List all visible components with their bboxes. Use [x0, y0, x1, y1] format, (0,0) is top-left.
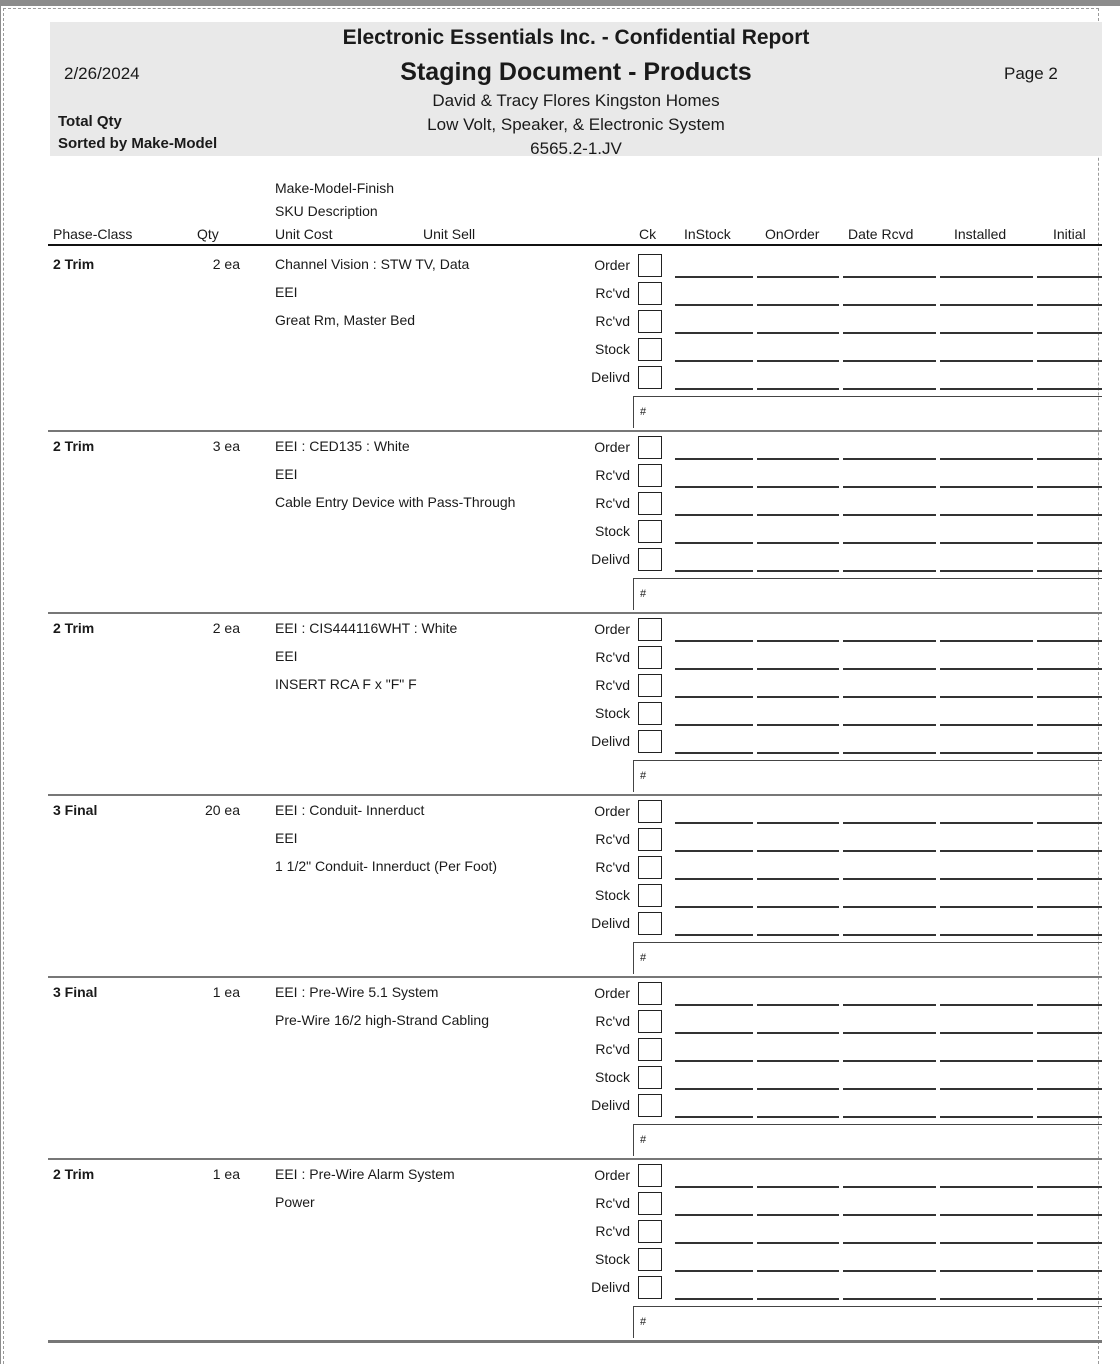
entry-line[interactable]: [1037, 542, 1102, 544]
entry-line[interactable]: [675, 640, 753, 642]
item-line1: EEI : Pre-Wire Alarm System: [275, 1166, 455, 1182]
entry-line[interactable]: [675, 332, 753, 334]
item-row: [48, 248, 1102, 430]
entry-line[interactable]: [757, 1060, 839, 1062]
header-rule: [48, 244, 1102, 246]
entry-line[interactable]: [940, 1242, 1033, 1244]
item-line1: EEI : CIS444116WHT : White: [275, 620, 458, 636]
entry-line[interactable]: [843, 668, 936, 670]
entry-line[interactable]: [843, 906, 936, 908]
entry-line[interactable]: [757, 514, 839, 516]
entry-line[interactable]: [757, 906, 839, 908]
status-checkbox[interactable]: [638, 1192, 662, 1215]
entry-line[interactable]: [843, 304, 936, 306]
entry-line[interactable]: [675, 1270, 753, 1272]
status-label: Delivd: [591, 733, 630, 749]
entry-line[interactable]: [757, 696, 839, 698]
status-checkbox[interactable]: [638, 310, 662, 333]
col-unit-cost: Unit Cost: [275, 226, 333, 242]
entry-line[interactable]: [675, 276, 753, 278]
entry-line[interactable]: [940, 570, 1033, 572]
entry-line[interactable]: [1037, 724, 1102, 726]
item-row: [48, 1158, 1102, 1340]
entry-line[interactable]: [675, 724, 753, 726]
item-phase: 2 Trim: [53, 438, 95, 454]
entry-line[interactable]: [757, 1214, 839, 1216]
entry-line[interactable]: [1037, 1298, 1102, 1300]
status-label: Rc'vd: [595, 1013, 630, 1029]
item-phase: 3 Final: [53, 802, 98, 818]
entry-line[interactable]: [843, 752, 936, 754]
status-checkbox[interactable]: [638, 674, 662, 697]
col-in-stock: InStock: [684, 226, 731, 242]
item-phase: 2 Trim: [53, 1166, 95, 1182]
entry-line[interactable]: [843, 1242, 936, 1244]
status-checkbox[interactable]: [638, 884, 662, 907]
status-label: Stock: [594, 523, 630, 539]
entry-line[interactable]: [757, 360, 839, 362]
entry-line[interactable]: [1037, 1116, 1102, 1118]
item-line3: INSERT RCA F x "F" F: [275, 676, 417, 692]
entry-line[interactable]: [675, 458, 753, 460]
status-label: Rc'vd: [595, 831, 630, 847]
item-row: [48, 794, 1102, 976]
entry-line[interactable]: [757, 724, 839, 726]
status-label: Rc'vd: [595, 285, 630, 301]
entry-line[interactable]: [843, 276, 936, 278]
entry-line[interactable]: [843, 1186, 936, 1188]
entry-line[interactable]: [1037, 850, 1102, 852]
status-label: Rc'vd: [595, 677, 630, 693]
total-qty-label: Total Qty: [58, 113, 122, 130]
entry-line[interactable]: [757, 752, 839, 754]
status-label: Stock: [594, 1069, 630, 1085]
entry-line[interactable]: [843, 1116, 936, 1118]
entry-line[interactable]: [843, 1060, 936, 1062]
entry-line[interactable]: [675, 1032, 753, 1034]
entry-line[interactable]: [675, 1214, 753, 1216]
entry-line[interactable]: [675, 696, 753, 698]
status-label: Delivd: [591, 551, 630, 567]
entry-line[interactable]: [843, 878, 936, 880]
col-ck: Ck: [639, 226, 657, 242]
status-checkbox[interactable]: [638, 828, 662, 851]
entry-line[interactable]: [1037, 878, 1102, 880]
entry-line[interactable]: [675, 514, 753, 516]
status-label: Rc'vd: [595, 1195, 630, 1211]
note-mark: #: [640, 1316, 647, 1328]
entry-line[interactable]: [940, 458, 1033, 460]
item-line2: EEI: [275, 284, 298, 300]
status-checkbox[interactable]: [638, 338, 662, 361]
entry-line[interactable]: [940, 1270, 1033, 1272]
entry-line[interactable]: [675, 668, 753, 670]
report-title: Electronic Essentials Inc. - Confidential Report: [342, 26, 810, 49]
entry-line[interactable]: [843, 696, 936, 698]
status-checkbox[interactable]: [638, 618, 662, 641]
entry-line[interactable]: [940, 724, 1033, 726]
status-label: Delivd: [591, 369, 630, 385]
entry-line[interactable]: [675, 878, 753, 880]
status-checkbox[interactable]: [638, 282, 662, 305]
entry-line[interactable]: [1037, 276, 1102, 278]
entry-line[interactable]: [757, 668, 839, 670]
item-phase: 2 Trim: [53, 256, 95, 272]
job-code: 6565.2-1.JV: [530, 139, 622, 158]
entry-line[interactable]: [1037, 458, 1102, 460]
entry-line[interactable]: [843, 850, 936, 852]
note-mark: #: [640, 588, 647, 600]
entry-line[interactable]: [675, 1298, 753, 1300]
system-description: Low Volt, Speaker, & Electronic System: [427, 115, 725, 134]
entry-line[interactable]: [940, 668, 1033, 670]
entry-line[interactable]: [843, 514, 936, 516]
col-phase-class: Phase-Class: [53, 226, 133, 242]
item-qty: 1 ea: [212, 984, 240, 1000]
status-checkbox[interactable]: [638, 856, 662, 879]
entry-line[interactable]: [843, 724, 936, 726]
item-qty: 20 ea: [204, 802, 240, 818]
status-checkbox[interactable]: [638, 1164, 662, 1187]
entry-line[interactable]: [675, 1116, 753, 1118]
entry-line[interactable]: [675, 360, 753, 362]
entry-line[interactable]: [940, 1298, 1033, 1300]
entry-line[interactable]: [1037, 514, 1102, 516]
status-label: Rc'vd: [595, 859, 630, 875]
status-checkbox[interactable]: [638, 1248, 662, 1271]
status-checkbox[interactable]: [638, 548, 662, 571]
status-checkbox[interactable]: [638, 730, 662, 753]
entry-line[interactable]: [675, 934, 753, 936]
entry-line[interactable]: [1037, 332, 1102, 334]
entry-line[interactable]: [757, 934, 839, 936]
item-line1: Channel Vision : STW TV, Data: [275, 256, 470, 272]
entry-line[interactable]: [1037, 752, 1102, 754]
entry-line[interactable]: [675, 850, 753, 852]
entry-line[interactable]: [1037, 1270, 1102, 1272]
status-checkbox[interactable]: [638, 492, 662, 515]
entry-line[interactable]: [757, 640, 839, 642]
entry-line[interactable]: [940, 1004, 1033, 1006]
status-checkbox[interactable]: [638, 436, 662, 459]
status-label: Rc'vd: [595, 467, 630, 483]
status-checkbox[interactable]: [638, 254, 662, 277]
status-label: Stock: [594, 1251, 630, 1267]
entry-line[interactable]: [757, 1270, 839, 1272]
col-initial: Initial: [1053, 226, 1086, 242]
status-checkbox[interactable]: [638, 1038, 662, 1061]
entry-line[interactable]: [675, 906, 753, 908]
entry-line[interactable]: [843, 1214, 936, 1216]
status-checkbox[interactable]: [638, 1220, 662, 1243]
entry-line[interactable]: [843, 934, 936, 936]
entry-line[interactable]: [675, 1088, 753, 1090]
status-checkbox[interactable]: [638, 366, 662, 389]
entry-line[interactable]: [940, 752, 1033, 754]
status-label: Order: [594, 985, 630, 1001]
entry-line[interactable]: [757, 542, 839, 544]
entry-line[interactable]: [1037, 1186, 1102, 1188]
entry-line[interactable]: [940, 822, 1033, 824]
status-label: Order: [594, 803, 630, 819]
entry-line[interactable]: [757, 1298, 839, 1300]
status-checkbox[interactable]: [638, 912, 662, 935]
entry-line[interactable]: [843, 1298, 936, 1300]
entry-line[interactable]: [843, 332, 936, 334]
entry-line[interactable]: [940, 1060, 1033, 1062]
status-label: Delivd: [591, 1097, 630, 1113]
status-label: Rc'vd: [595, 313, 630, 329]
status-label: Stock: [594, 887, 630, 903]
entry-line[interactable]: [1037, 486, 1102, 488]
status-label: Stock: [594, 341, 630, 357]
item-row: [48, 612, 1102, 794]
status-label: Delivd: [591, 1279, 630, 1295]
entry-line[interactable]: [940, 514, 1033, 516]
item-line3: Great Rm, Master Bed: [275, 312, 416, 328]
entry-line[interactable]: [675, 542, 753, 544]
entry-line[interactable]: [757, 1242, 839, 1244]
entry-line[interactable]: [843, 458, 936, 460]
entry-line[interactable]: [675, 388, 753, 390]
entry-line[interactable]: [1037, 1242, 1102, 1244]
entry-line[interactable]: [757, 822, 839, 824]
item-notes-field[interactable]: [633, 1306, 1102, 1338]
entry-line[interactable]: [757, 1116, 839, 1118]
status-checkbox[interactable]: [638, 520, 662, 543]
status-label: Order: [594, 257, 630, 273]
entry-line[interactable]: [675, 822, 753, 824]
entry-line[interactable]: [940, 332, 1033, 334]
status-checkbox[interactable]: [638, 702, 662, 725]
entry-line[interactable]: [843, 542, 936, 544]
entry-line[interactable]: [675, 1004, 753, 1006]
status-checkbox[interactable]: [638, 646, 662, 669]
note-mark: #: [640, 406, 647, 418]
item-line1: EEI : Conduit- Innerduct: [275, 802, 425, 818]
entry-line[interactable]: [757, 304, 839, 306]
bottom-rule: [48, 1341, 1102, 1343]
item-phase: 2 Trim: [53, 620, 95, 636]
col-make-model-finish: Make-Model-Finish: [275, 180, 395, 196]
item-qty: 3 ea: [212, 438, 240, 454]
item-phase: 3 Final: [53, 984, 98, 1000]
entry-line[interactable]: [940, 304, 1033, 306]
item-qty: 2 ea: [212, 620, 240, 636]
entry-line[interactable]: [940, 486, 1033, 488]
item-line1: EEI : CED135 : White: [275, 438, 410, 454]
status-label: Rc'vd: [595, 649, 630, 665]
entry-line[interactable]: [757, 878, 839, 880]
entry-line[interactable]: [1037, 1214, 1102, 1216]
entry-line[interactable]: [940, 1088, 1033, 1090]
entry-line[interactable]: [940, 1214, 1033, 1216]
entry-line[interactable]: [1037, 640, 1102, 642]
item-qty: 2 ea: [212, 256, 240, 272]
entry-line[interactable]: [940, 542, 1033, 544]
status-label: Rc'vd: [595, 1041, 630, 1057]
entry-line[interactable]: [1037, 1060, 1102, 1062]
item-notes-field[interactable]: [633, 760, 1102, 792]
entry-line[interactable]: [1037, 934, 1102, 936]
entry-line[interactable]: [843, 570, 936, 572]
entry-line[interactable]: [757, 458, 839, 460]
note-mark: #: [640, 1134, 647, 1146]
entry-line[interactable]: [843, 1270, 936, 1272]
status-checkbox[interactable]: [638, 464, 662, 487]
entry-line[interactable]: [940, 360, 1033, 362]
col-date-rcvd: Date Rcvd: [848, 226, 914, 242]
entry-line[interactable]: [757, 388, 839, 390]
entry-line[interactable]: [1037, 1088, 1102, 1090]
entry-line[interactable]: [757, 1004, 839, 1006]
item-line3: 1 1/2" Conduit- Innerduct (Per Foot): [275, 858, 498, 874]
entry-line[interactable]: [675, 1060, 753, 1062]
status-label: Stock: [594, 705, 630, 721]
entry-line[interactable]: [757, 570, 839, 572]
report-date: 2/26/2024: [64, 64, 140, 83]
sort-order-label: Sorted by Make-Model: [58, 135, 218, 152]
status-label: Order: [594, 1167, 630, 1183]
entry-line[interactable]: [1037, 360, 1102, 362]
status-label: Delivd: [591, 915, 630, 931]
item-line2: EEI: [275, 648, 298, 664]
entry-line[interactable]: [1037, 906, 1102, 908]
entry-line[interactable]: [940, 934, 1033, 936]
item-notes-field[interactable]: [633, 578, 1102, 610]
entry-line[interactable]: [675, 304, 753, 306]
status-checkbox[interactable]: [638, 800, 662, 823]
entry-line[interactable]: [757, 850, 839, 852]
entry-line[interactable]: [843, 1088, 936, 1090]
col-on-order: OnOrder: [765, 226, 820, 242]
item-notes-field[interactable]: [633, 396, 1102, 428]
item-notes-field[interactable]: [633, 942, 1102, 974]
col-sku-description: SKU Description: [275, 203, 378, 219]
entry-line[interactable]: [675, 486, 753, 488]
note-mark: #: [640, 770, 647, 782]
entry-line[interactable]: [843, 486, 936, 488]
item-notes-field[interactable]: [633, 1124, 1102, 1156]
document-title: Staging Document - Products: [400, 58, 752, 86]
entry-line[interactable]: [757, 486, 839, 488]
entry-line[interactable]: [940, 850, 1033, 852]
entry-line[interactable]: [843, 1004, 936, 1006]
entry-line[interactable]: [675, 752, 753, 754]
item-row: [48, 430, 1102, 612]
note-mark: #: [640, 952, 647, 964]
item-line2: Pre-Wire 16/2 high-Strand Cabling: [275, 1012, 489, 1028]
entry-line[interactable]: [675, 570, 753, 572]
entry-line[interactable]: [1037, 822, 1102, 824]
entry-line[interactable]: [1037, 1032, 1102, 1034]
entry-line[interactable]: [757, 1032, 839, 1034]
status-checkbox[interactable]: [638, 1066, 662, 1089]
status-checkbox[interactable]: [638, 1094, 662, 1117]
entry-line[interactable]: [1037, 1004, 1102, 1006]
entry-line[interactable]: [1037, 570, 1102, 572]
entry-line[interactable]: [940, 696, 1033, 698]
item-line2: EEI: [275, 466, 298, 482]
item-row: [48, 976, 1102, 1158]
entry-line[interactable]: [940, 1186, 1033, 1188]
entry-line[interactable]: [757, 1088, 839, 1090]
entry-line[interactable]: [675, 1186, 753, 1188]
item-line2: EEI: [275, 830, 298, 846]
col-installed: Installed: [954, 226, 1007, 242]
status-label: Rc'vd: [595, 495, 630, 511]
status-checkbox[interactable]: [638, 1010, 662, 1033]
entry-line[interactable]: [940, 878, 1033, 880]
entry-line[interactable]: [843, 822, 936, 824]
status-label: Order: [594, 439, 630, 455]
entry-line[interactable]: [1037, 388, 1102, 390]
status-checkbox[interactable]: [638, 1276, 662, 1299]
item-qty: 1 ea: [212, 1166, 240, 1182]
client-name: David & Tracy Flores Kingston Homes: [432, 91, 720, 110]
entry-line[interactable]: [1037, 696, 1102, 698]
status-label: Rc'vd: [595, 1223, 630, 1239]
col-qty: Qty: [197, 226, 219, 242]
entry-line[interactable]: [940, 640, 1033, 642]
entry-line[interactable]: [843, 388, 936, 390]
entry-line[interactable]: [940, 1032, 1033, 1034]
status-label: Order: [594, 621, 630, 637]
entry-line[interactable]: [940, 1116, 1033, 1118]
item-line3: Cable Entry Device with Pass-Through: [275, 494, 516, 510]
entry-line[interactable]: [843, 1032, 936, 1034]
col-unit-sell: Unit Sell: [423, 226, 476, 242]
entry-line[interactable]: [843, 360, 936, 362]
entry-line[interactable]: [940, 388, 1033, 390]
entry-line[interactable]: [940, 276, 1033, 278]
entry-line[interactable]: [940, 906, 1033, 908]
entry-line[interactable]: [1037, 668, 1102, 670]
entry-line[interactable]: [1037, 304, 1102, 306]
entry-line[interactable]: [843, 640, 936, 642]
entry-line[interactable]: [757, 332, 839, 334]
item-line1: EEI : Pre-Wire 5.1 System: [275, 984, 439, 1000]
page-number: Page 2: [1004, 64, 1058, 83]
entry-line[interactable]: [757, 1186, 839, 1188]
entry-line[interactable]: [675, 1242, 753, 1244]
entry-line[interactable]: [757, 276, 839, 278]
status-checkbox[interactable]: [638, 982, 662, 1005]
item-line2: Power: [275, 1194, 315, 1210]
